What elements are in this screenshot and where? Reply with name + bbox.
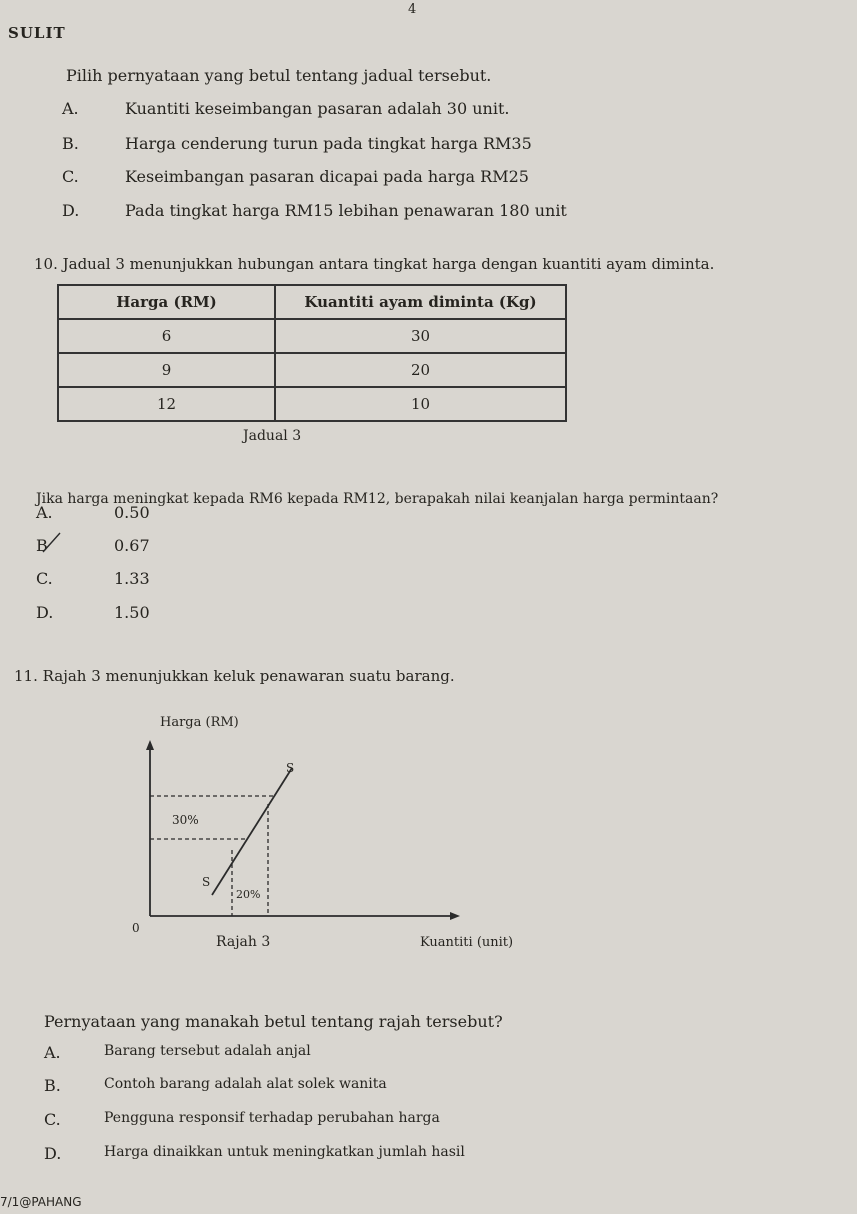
option-letter: D.	[44, 1144, 62, 1163]
option-letter: A.	[62, 99, 79, 118]
column-header: Harga (RM)	[58, 285, 275, 319]
curve-label-bottom: S	[202, 875, 211, 889]
option-letter: B.	[62, 134, 79, 153]
graph-caption: Rajah 3	[216, 934, 271, 950]
option-text: Contoh barang adalah alat solek wanita	[104, 1076, 387, 1092]
option-letter: C.	[36, 569, 53, 588]
option-letter: A.	[44, 1043, 61, 1062]
option-letter: D.	[62, 201, 80, 220]
x-axis-label: Kuantiti (unit)	[420, 935, 514, 950]
option-text: Barang tersebut adalah anjal	[104, 1043, 311, 1059]
option-text: Keseimbangan pasaran dicapai pada harga RM25	[125, 167, 529, 186]
y-axis-arrow	[146, 740, 154, 750]
table-row	[58, 319, 566, 353]
option-text: 0.67	[114, 536, 150, 555]
column-header: Kuantiti ayam diminta (Kg)	[275, 285, 566, 319]
q10-stem: 10. Jadual 3 menunjukkan hubungan antara tingkat harga dengan kuantiti ayam diminta.	[34, 255, 715, 273]
page-number: 4	[408, 2, 417, 17]
option-text: Harga cenderung turun pada tingkat harga RM35	[125, 134, 532, 153]
origin-label: 0	[132, 921, 140, 935]
jadual-3-table	[57, 284, 567, 422]
option-text: Harga dinaikkan untuk meningkatkan jumlah hasil	[104, 1144, 465, 1160]
option-text: 1.33	[114, 569, 150, 588]
supply-curve-graph	[120, 700, 560, 960]
q9-stem: Pilih pernyataan yang betul tentang jadual tersebut.	[66, 66, 492, 85]
table-header-row	[58, 285, 566, 319]
sulit-header: SULIT	[8, 24, 66, 42]
table-cell: 10	[275, 387, 566, 421]
table-row	[58, 387, 566, 421]
quantity-change-label: 20%	[236, 888, 261, 901]
option-letter: C.	[44, 1110, 61, 1129]
option-text: 0.50	[114, 503, 150, 522]
q11-stem: 11. Rajah 3 menunjukkan keluk penawaran suatu barang.	[14, 667, 455, 685]
option-letter: C.	[62, 167, 79, 186]
option-text: Pada tingkat harga RM15 lebihan penawaran 180 unit	[125, 201, 567, 220]
option-letter: B	[36, 536, 48, 555]
table-cell: 6	[58, 319, 275, 353]
option-letter: B.	[44, 1076, 61, 1095]
table-caption: Jadual 3	[243, 428, 302, 444]
q11-question: Pernyataan yang manakah betul tentang rajah tersebut?	[44, 1012, 503, 1031]
option-text: Pengguna responsif terhadap perubahan harga	[104, 1110, 440, 1126]
table-cell: 12	[58, 387, 275, 421]
table-cell: 30	[275, 319, 566, 353]
page-footer: 7/1@PAHANG	[0, 1195, 82, 1209]
table-cell: 20	[275, 353, 566, 387]
supply-curve	[212, 768, 292, 895]
option-letter: D.	[36, 603, 54, 622]
table-row	[58, 353, 566, 387]
option-text: Kuantiti keseimbangan pasaran adalah 30 unit.	[125, 99, 510, 118]
y-axis-label: Harga (RM)	[160, 715, 239, 730]
tick-mark-icon	[40, 530, 64, 556]
x-axis-arrow	[450, 912, 460, 920]
option-text: 1.50	[114, 603, 150, 622]
option-letter: A.	[36, 503, 53, 522]
table-cell: 9	[58, 353, 275, 387]
q10-question: Jika harga meningkat kepada RM6 kepada RM12, berapakah nilai keanjalan harga permintaan?	[36, 491, 719, 507]
price-change-label: 30%	[172, 813, 199, 827]
curve-label-top: S	[286, 761, 295, 775]
